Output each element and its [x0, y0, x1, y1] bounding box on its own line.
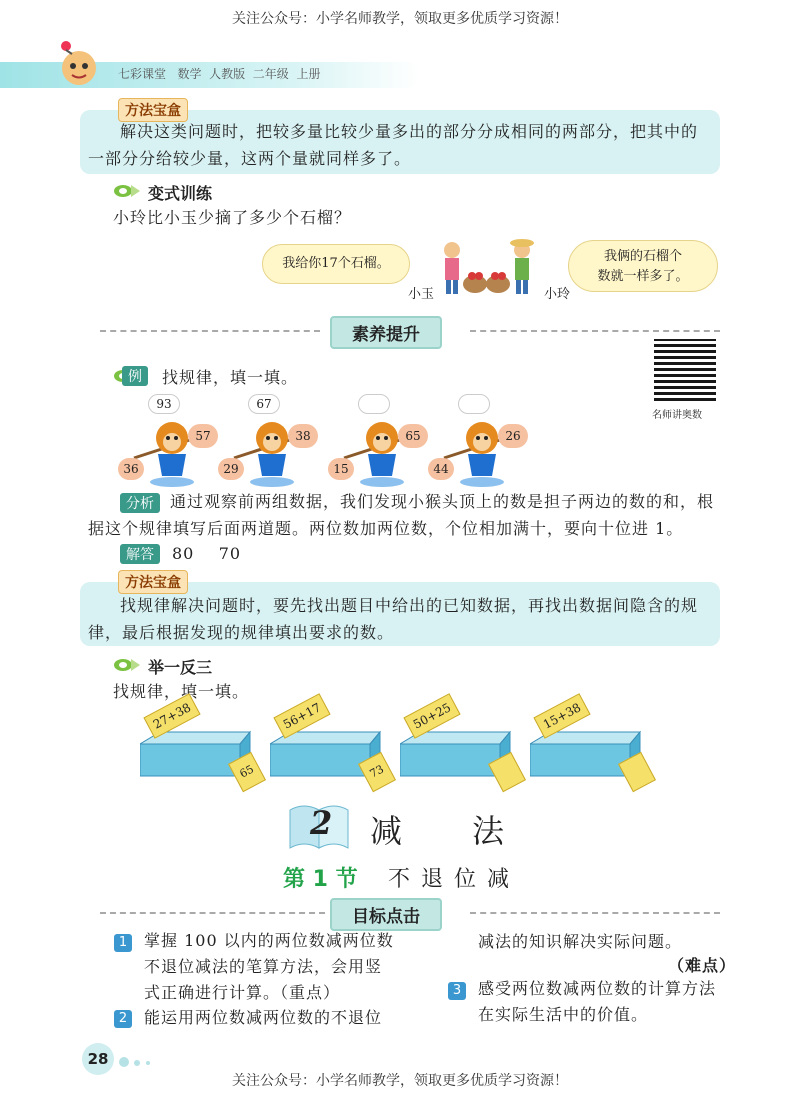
right-number: 26: [498, 424, 528, 448]
card-result: 73: [358, 752, 396, 792]
right-number: 57: [188, 424, 218, 448]
answer-values: 80 70: [172, 544, 242, 563]
speech-bubble-left: 我给你17个石榴。: [262, 244, 410, 284]
method-box-1-text: 解决这类问题时，把较多量比较少量多出的部分分成相同的两部分，把其中的 一部分分给较少量，这两个量就同样多了。: [88, 122, 699, 168]
goal-2-difficulty: （难点）: [668, 956, 737, 975]
box-item: [270, 700, 400, 790]
card-result: 65: [228, 752, 266, 792]
monkey-card: [328, 392, 438, 484]
lesson-section: 第 1 节: [283, 867, 358, 892]
divider-right: [470, 912, 720, 914]
goal-1: 掌握 100 以内的两位数减两位数 不退位减法的笔算方法，会用竖 式正确进行计算。（重点）: [144, 931, 394, 1002]
method-box-2-text: 找规律解决问题时，要先找出题目中给出的已知数据，再找出数据间隐含的规 律，最后根据发现的规律填出要求的数。: [88, 596, 699, 642]
card-expression: 15+38: [533, 693, 590, 739]
box-item: [530, 700, 660, 790]
right-number: 38: [288, 424, 318, 448]
card-expression: 27+38: [143, 693, 200, 739]
monkey-card: [218, 392, 328, 484]
goal-3: 感受两位数减两位数的计算方法 在实际生活中的价值。: [478, 979, 717, 1024]
bottom-notice: 关注公众号：小学名师教学，领取更多优质学习资源！: [232, 1073, 568, 1089]
left-number: 44: [428, 458, 454, 480]
analysis-text: 通过观察前两组数据，我们发现小猴头顶上的数是担子两边的数的和，根 据这个规律填写后面两道题。两位数加两位数，个位相加满十，要向十位进 1。: [88, 492, 715, 538]
bullet-icon: [113, 657, 141, 673]
box-item: [400, 700, 530, 790]
chapter-number: 2: [310, 804, 333, 842]
example-text: 找规律，填一填。: [162, 368, 299, 387]
dot-decoration: [146, 1061, 150, 1065]
chapter-title: 减 法: [370, 812, 507, 850]
left-number: 36: [118, 458, 144, 480]
dot-decoration: [134, 1060, 140, 1066]
monkey-card: [118, 392, 228, 484]
variant-title: 变式训练: [148, 184, 213, 203]
goal-2-continued: 减法的知识解决实际问题。: [478, 932, 683, 951]
top-number: [458, 394, 490, 414]
goal-number: 1: [114, 934, 132, 952]
top-number: 93: [148, 394, 180, 414]
name-xiaoyu: 小玉: [408, 287, 435, 302]
left-number: 29: [218, 458, 244, 480]
box-item: [140, 700, 270, 790]
page-number: 28: [82, 1043, 114, 1075]
section-goals: 目标点击: [330, 898, 442, 931]
goal-2: 能运用两位数减两位数的不退位: [144, 1008, 383, 1027]
analysis-tag: 分析: [120, 493, 160, 513]
monkey-card: [428, 392, 538, 484]
dot-decoration: [119, 1057, 129, 1067]
top-number: [358, 394, 390, 414]
section-suyang: 素养提升: [330, 316, 442, 349]
divider-right: [470, 330, 720, 332]
name-xiaoling: 小玲: [544, 287, 571, 302]
top-number: 67: [248, 394, 280, 414]
card-expression: 56+17: [273, 693, 330, 739]
divider-left: [100, 912, 325, 914]
right-number: 65: [398, 424, 428, 448]
speech-bubble-right: 我俩的石榴个 数就一样多了。: [568, 240, 718, 292]
method-box-tag: 方法宝盒: [118, 570, 188, 594]
answer-tag: 解答: [120, 544, 160, 564]
children-picking-illustration: [430, 236, 550, 300]
monkey-row: [118, 392, 718, 484]
variant-question: 小玲比小玉少摘了多少个石榴？: [113, 208, 352, 227]
card-expression: 50+25: [403, 693, 460, 739]
method-box-tag: 方法宝盒: [118, 98, 188, 122]
lesson-title: 不 退 位 减: [388, 867, 511, 892]
qr-caption: 名师讲奥数: [652, 410, 702, 421]
example-tag: 例: [122, 366, 148, 386]
juyi-text: 找规律，填一填。: [113, 682, 250, 701]
juyi-title: 举一反三: [148, 658, 213, 677]
goal-number: 2: [114, 1010, 132, 1028]
left-number: 15: [328, 458, 354, 480]
goal-number: 3: [448, 982, 466, 1000]
top-notice: 关注公众号：小学名师教学，领取更多优质学习资源！: [232, 11, 568, 27]
box-row: [140, 700, 660, 790]
bullet-icon: [113, 183, 141, 199]
header-text: 七彩课堂 数学 人教版 二年级 上册: [118, 67, 321, 81]
divider-left: [100, 330, 320, 332]
mascot-icon: [52, 40, 106, 90]
